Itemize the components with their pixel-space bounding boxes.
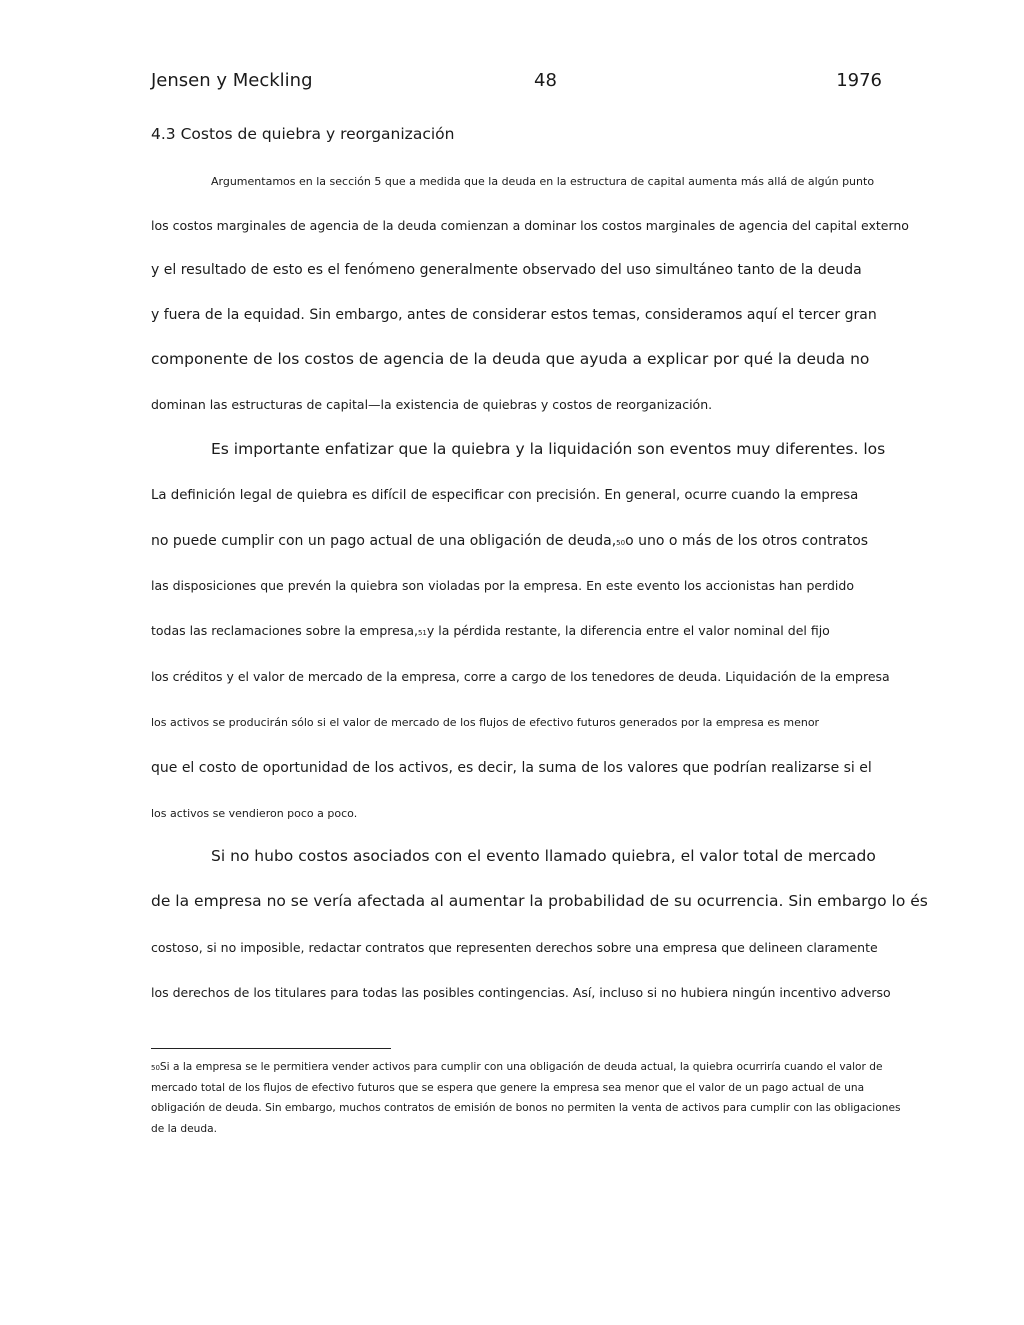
page-header	[151, 70, 882, 94]
footnote-line	[151, 1062, 882, 1073]
body-line: y el resultado de esto es el fenómeno generalmente observado del uso simultáneo tanto de la deuda	[151, 262, 862, 278]
body-line: los derechos de los titulares para todas las posibles contingencias. Así, incluso si no hubiera ningún incentivo adverso	[151, 985, 891, 1000]
footnote-line: obligación de deuda. Sin embargo, muchos contratos de emisión de bonos no permiten la venta de activos para cumplir con las obligaciones	[151, 1102, 901, 1114]
body-line: los créditos y el valor de mercado de la empresa, corre a cargo de los tenedores de deuda. Liquidación de la empresa	[151, 669, 890, 684]
body-line: Si no hubo costos asociados con el evento llamado quiebra, el valor total de mercado	[211, 847, 876, 865]
footnote-line: de la deuda.	[151, 1123, 217, 1135]
footnote-marker: 50	[151, 1064, 160, 1072]
section-title: 4.3 Costos de quiebra y reorganización	[151, 125, 455, 143]
body-line: que el costo de oportunidad de los activos, es decir, la suma de los valores que podrían realizarse si el	[151, 760, 872, 776]
header-year: 1976	[836, 70, 882, 91]
body-line: La definición legal de quiebra es difícil de especificar con precisión. En general, ocurre cuando la empresa	[151, 488, 859, 503]
body-text: no puede cumplir con un pago actual de una obligación de deuda,	[151, 533, 617, 549]
header-page-number: 48	[534, 70, 557, 91]
body-line: los activos se vendieron poco a poco.	[151, 807, 358, 820]
body-line: los costos marginales de agencia de la deuda comienzan a dominar los costos marginales de agencia del capital externo	[151, 218, 909, 233]
body-line: costoso, si no imposible, redactar contratos que representen derechos sobre una empresa que delineen claramente	[151, 940, 878, 955]
body-line-with-footnote	[151, 534, 868, 548]
body-line: de la empresa no se vería afectada al aumentar la probabilidad de su ocurrencia. Sin embargo lo és	[151, 892, 928, 910]
body-text: todas las reclamaciones sobre la empresa,	[151, 623, 418, 638]
body-line: Argumentamos en la sección 5 que a medida que la deuda en la estructura de capital aumenta más allá de algún punto	[211, 175, 875, 188]
body-text: y la pérdida restante, la diferencia entre el valor nominal del fijo	[426, 623, 830, 638]
footnote-reference[interactable]: 51	[417, 629, 427, 637]
body-line: Es importante enfatizar que la quiebra y la liquidación son eventos muy diferentes. los	[211, 440, 886, 458]
body-line: componente de los costos de agencia de la deuda que ayuda a explicar por qué la deuda no	[151, 350, 870, 368]
body-line: las disposiciones que prevén la quiebra son violadas por la empresa. En este evento los accionistas han perdido	[151, 578, 854, 593]
footnote-line: mercado total de los flujos de efectivo futuros que se espera que genere la empresa sea menor que el valor de un pago actual de una	[151, 1082, 865, 1094]
body-line: y fuera de la equidad. Sin embargo, antes de considerar estos temas, consideramos aquí el tercer gran	[151, 307, 877, 323]
header-authors: Jensen y Meckling	[151, 70, 313, 91]
footnote-divider	[151, 1048, 391, 1049]
body-line: dominan las estructuras de capital—la existencia de quiebras y costos de reorganización.	[151, 397, 713, 412]
footnote-reference[interactable]: 50	[616, 539, 626, 547]
body-text: o uno o más de los otros contratos	[625, 533, 869, 549]
footnote-text: Si a la empresa se le permitiera vender activos para cumplir con una obligación de deuda actual, la quiebra ocurriría cuando el valor de	[159, 1061, 883, 1073]
body-line: los activos se producirán sólo si el valor de mercado de los flujos de efectivo futuros generados por la empresa es menor	[151, 716, 820, 729]
body-line-with-footnote	[151, 625, 830, 638]
